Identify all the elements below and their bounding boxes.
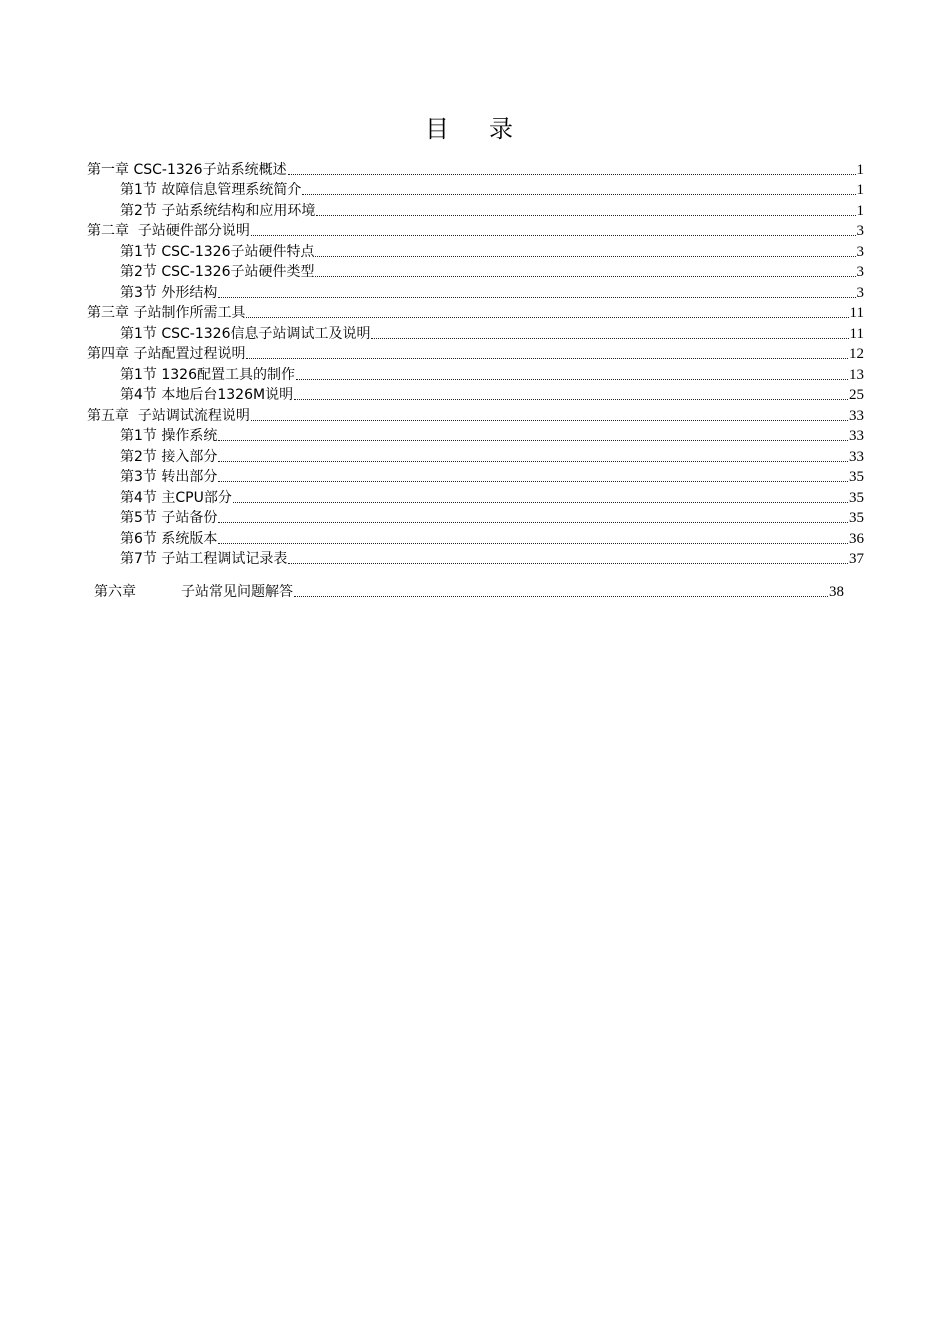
toc-entry-label: 第1节 1326配置工具的制作 [120, 366, 295, 383]
toc-entry-page: 36 [849, 530, 864, 547]
toc-entry-label: 第2节 子站系统结构和应用环境 [120, 202, 316, 219]
dot-leader [233, 502, 848, 503]
toc-entry-page: 3 [856, 243, 864, 260]
dot-leader [246, 317, 848, 318]
dot-leader [315, 256, 855, 257]
toc-entry-page: 3 [856, 223, 864, 239]
toc-entry-page: 11 [849, 305, 864, 321]
toc-entry-chapter-4[interactable] [87, 343, 864, 364]
toc-entry-page: 33 [849, 428, 864, 444]
toc-entry-chapter-1[interactable] [87, 158, 864, 179]
toc-entry-page: 35 [849, 510, 864, 526]
toc-entry-page: 11 [849, 325, 864, 342]
dot-leader [294, 399, 848, 400]
toc-entry-page: 1 [856, 202, 864, 219]
dot-leader [218, 440, 848, 441]
toc-entry-label: 第五章 子站调试流程说明 [87, 407, 250, 424]
dot-leader [288, 174, 856, 175]
toc-entry-label: 第4节 主CPU部分 [120, 489, 232, 506]
toc-entry-section[interactable] [87, 261, 864, 282]
toc-entry-page: 25 [849, 387, 864, 403]
dot-leader [294, 596, 828, 597]
toc-entry-page: 38 [829, 583, 844, 600]
toc-entry-label: 第3节 外形结构 [120, 284, 218, 301]
toc-entry-chapter-6[interactable] [87, 580, 844, 601]
dot-leader [218, 461, 848, 462]
toc-entry-chapter-5[interactable] [87, 404, 864, 425]
toc-entry-label: 第三章 子站制作所需工具 [87, 305, 246, 321]
dot-leader [371, 338, 848, 339]
toc-entry-section[interactable] [87, 548, 864, 569]
dot-leader [251, 235, 856, 236]
dot-leader [288, 563, 848, 564]
toc-entry-page: 35 [849, 469, 864, 485]
toc-entry-label: 第2节 CSC-1326子站硬件类型 [120, 264, 315, 280]
toc-entry-label: 第1节 故障信息管理系统简介 [120, 182, 302, 198]
dot-leader [218, 481, 848, 482]
dot-leader [315, 276, 855, 277]
toc-entry-chapter-2[interactable] [87, 220, 864, 241]
toc-entry-section[interactable] [87, 384, 864, 405]
toc-entry-label: 子站常见问题解答 [181, 583, 293, 600]
toc-entry-label: 第6节 系统版本 [120, 530, 218, 547]
dot-leader [316, 215, 855, 216]
toc-entry-label: 第4节 本地后台1326M说明 [120, 387, 294, 403]
toc-entry-chapter-3[interactable] [87, 302, 864, 323]
toc-entry-label: 第7节 子站工程调试记录表 [120, 551, 288, 567]
table-of-contents [87, 158, 864, 601]
toc-entry-chapter-number: 第六章 [94, 583, 136, 600]
toc-entry-page: 35 [849, 489, 864, 506]
toc-entry-section[interactable] [87, 179, 864, 200]
toc-entry-section[interactable] [87, 363, 864, 384]
toc-entry-page: 12 [849, 346, 864, 362]
toc-entry-page: 33 [849, 407, 864, 424]
toc-entry-section[interactable] [87, 322, 864, 343]
toc-entry-section[interactable] [87, 527, 864, 548]
toc-entry-label: 第2节 接入部分 [120, 448, 218, 465]
dot-leader [246, 358, 848, 359]
toc-entry-page: 33 [849, 448, 864, 465]
toc-entry-page: 1 [856, 161, 864, 178]
toc-entry-page: 13 [849, 366, 864, 383]
toc-entry-section[interactable] [87, 240, 864, 261]
toc-entry-label: 第1节 操作系统 [120, 428, 218, 444]
toc-entry-label: 第3节 转出部分 [120, 469, 218, 485]
dot-leader [296, 379, 848, 380]
toc-entry-section[interactable] [87, 281, 864, 302]
toc-entry-label: 第二章 子站硬件部分说明 [87, 223, 250, 239]
toc-entry-section[interactable] [87, 199, 864, 220]
dot-leader [218, 297, 855, 298]
dot-leader [218, 522, 848, 523]
toc-entry-label: 第一章 CSC-1326子站系统概述 [87, 161, 287, 178]
toc-entry-section[interactable] [87, 425, 864, 446]
toc-entry-page: 1 [856, 182, 864, 198]
dot-leader [302, 194, 855, 195]
toc-entry-section[interactable] [87, 486, 864, 507]
toc-entry-label: 第四章 子站配置过程说明 [87, 346, 246, 362]
toc-entry-page: 3 [856, 264, 864, 280]
toc-entry-label: 第5节 子站备份 [120, 510, 218, 526]
toc-entry-section[interactable] [87, 445, 864, 466]
toc-entry-page: 3 [856, 284, 864, 301]
dot-leader [251, 420, 848, 421]
toc-entry-section[interactable] [87, 466, 864, 487]
toc-title: 目 录 [425, 115, 521, 143]
toc-entry-page: 37 [849, 551, 864, 567]
toc-entry-label: 第1节 CSC-1326子站硬件特点 [120, 243, 315, 260]
dot-leader [218, 543, 848, 544]
toc-entry-label: 第1节 CSC-1326信息子站调试工及说明 [120, 325, 371, 342]
toc-entry-section[interactable] [87, 507, 864, 528]
